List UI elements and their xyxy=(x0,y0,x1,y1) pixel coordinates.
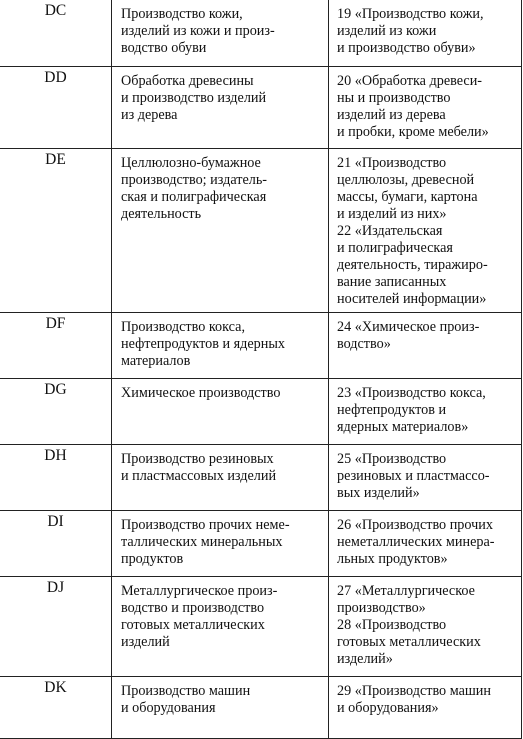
mapped-division-line: льных продуктов» xyxy=(337,550,448,567)
mapped-division-line: изделий из кожи xyxy=(337,23,437,39)
mapped-divisions xyxy=(329,0,522,66)
mapped-divisions xyxy=(329,148,522,312)
mapped-division-line: 27 «Металлургическое xyxy=(337,582,475,599)
description-line: готовых металлических xyxy=(121,616,265,633)
mapped-division-line: 21 «Производство xyxy=(337,154,447,171)
mapped-divisions xyxy=(329,676,522,738)
description-line: Производство прочих неме- xyxy=(121,516,290,533)
mapped-division-line: вание записанных xyxy=(337,273,447,290)
description-line: изделий из кожи и произ- xyxy=(121,23,275,39)
section-description xyxy=(112,676,329,738)
description-line: изделий xyxy=(121,633,170,650)
section-code: DF xyxy=(0,312,112,378)
table-row xyxy=(0,444,522,510)
section-description xyxy=(112,66,329,148)
description-line: Химическое производство xyxy=(121,384,281,401)
table-row xyxy=(0,378,522,444)
description-line: продуктов xyxy=(121,550,184,567)
mapped-division-line: неметаллических минера- xyxy=(337,533,495,550)
table-row xyxy=(0,66,522,148)
mapped-division-line: ядерных материалов» xyxy=(337,418,469,435)
description-line: Обработка древесины xyxy=(121,72,254,89)
description-line: ская и полиграфическая xyxy=(121,188,267,205)
mapped-division-line: резиновых и пластмассо- xyxy=(337,467,490,484)
mapped-divisions xyxy=(329,66,522,148)
mapped-division-line: и полиграфическая xyxy=(337,239,453,256)
section-description xyxy=(112,312,329,378)
section-description xyxy=(112,444,329,510)
mapped-division-line: деятельность, тиражиро- xyxy=(337,256,488,273)
mapped-divisions xyxy=(329,378,522,444)
table-row xyxy=(0,0,522,66)
mapped-division-line: 25 «Производство xyxy=(337,450,447,467)
mapped-division-line: 29 «Производство машин xyxy=(337,682,491,699)
mapped-division-line: носителей информации» xyxy=(337,290,487,307)
table-row xyxy=(0,510,522,576)
description-line: и производство изделий xyxy=(121,89,267,106)
section-code: DH xyxy=(0,444,112,510)
mapped-division-line: и производство обуви» xyxy=(337,40,476,56)
description-line: водство обуви xyxy=(121,40,207,56)
mapped-division-line: массы, бумаги, картона xyxy=(337,188,478,205)
mapped-divisions xyxy=(329,510,522,576)
mapped-division-line: 28 «Производство xyxy=(337,616,447,633)
description-line: Целлюлозно-бумажное xyxy=(121,154,261,171)
mapped-division-line: 19 «Производство кожи, xyxy=(337,6,484,22)
mapped-division-line: и изделий из них» xyxy=(337,205,447,222)
mapped-division-line: водство» xyxy=(337,335,391,352)
mapped-division-line: ны и производство xyxy=(337,89,451,106)
description-line: таллических минеральных xyxy=(121,533,283,550)
section-code: DG xyxy=(0,378,112,444)
table-row xyxy=(0,312,522,378)
mapped-division-line: 22 «Издательская xyxy=(337,222,443,239)
mapped-division-line: 20 «Обработка древеси- xyxy=(337,72,483,89)
table-row xyxy=(0,576,522,676)
mapped-division-line: и пробки, кроме мебели» xyxy=(337,123,489,140)
section-code: DD xyxy=(0,66,112,148)
description-line: водство и производство xyxy=(121,599,265,616)
description-line: из дерева xyxy=(121,106,178,123)
section-code: DE xyxy=(0,148,112,312)
description-line: и оборудования xyxy=(121,699,216,716)
description-line: и пластмассовых изделий xyxy=(121,467,277,484)
mapped-division-line: и оборудования» xyxy=(337,699,439,716)
description-line: производство; издатель- xyxy=(121,171,268,188)
mapped-division-line: целлюлозы, древесной xyxy=(337,171,475,188)
mapped-divisions xyxy=(329,576,522,676)
section-description xyxy=(112,0,329,66)
mapped-division-line: готовых металлических xyxy=(337,633,481,650)
mapped-division-line: нефтепродуктов и xyxy=(337,401,447,418)
table-row xyxy=(0,148,522,312)
description-line: Производство кожи, xyxy=(121,6,243,22)
section-code: DI xyxy=(0,510,112,576)
description-line: Металлургическое произ- xyxy=(121,582,278,599)
mapped-division-line: изделий из дерева xyxy=(337,106,446,123)
mapped-division-line: 24 «Химическое произ- xyxy=(337,318,480,335)
section-code: DC xyxy=(0,0,112,66)
section-description xyxy=(112,576,329,676)
mapped-division-line: производство» xyxy=(337,599,426,616)
section-code: DK xyxy=(0,676,112,738)
description-line: деятельность xyxy=(121,205,202,222)
section-description xyxy=(112,510,329,576)
description-line: нефтепродуктов и ядерных xyxy=(121,335,285,352)
mapped-division-line: изделий» xyxy=(337,650,393,667)
mapped-divisions xyxy=(329,444,522,510)
mapped-division-line: вых изделий» xyxy=(337,484,420,501)
section-description xyxy=(112,148,329,312)
description-line: материалов xyxy=(121,352,191,369)
mapped-division-line: 23 «Производство кокса, xyxy=(337,384,486,401)
description-line: Производство кокса, xyxy=(121,318,245,335)
table-row xyxy=(0,676,522,738)
section-code: DJ xyxy=(0,576,112,676)
section-description xyxy=(112,378,329,444)
mapped-division-line: 26 «Производство прочих xyxy=(337,516,493,533)
description-line: Производство резиновых xyxy=(121,450,274,467)
description-line: Производство машин xyxy=(121,682,251,699)
mapped-divisions xyxy=(329,312,522,378)
